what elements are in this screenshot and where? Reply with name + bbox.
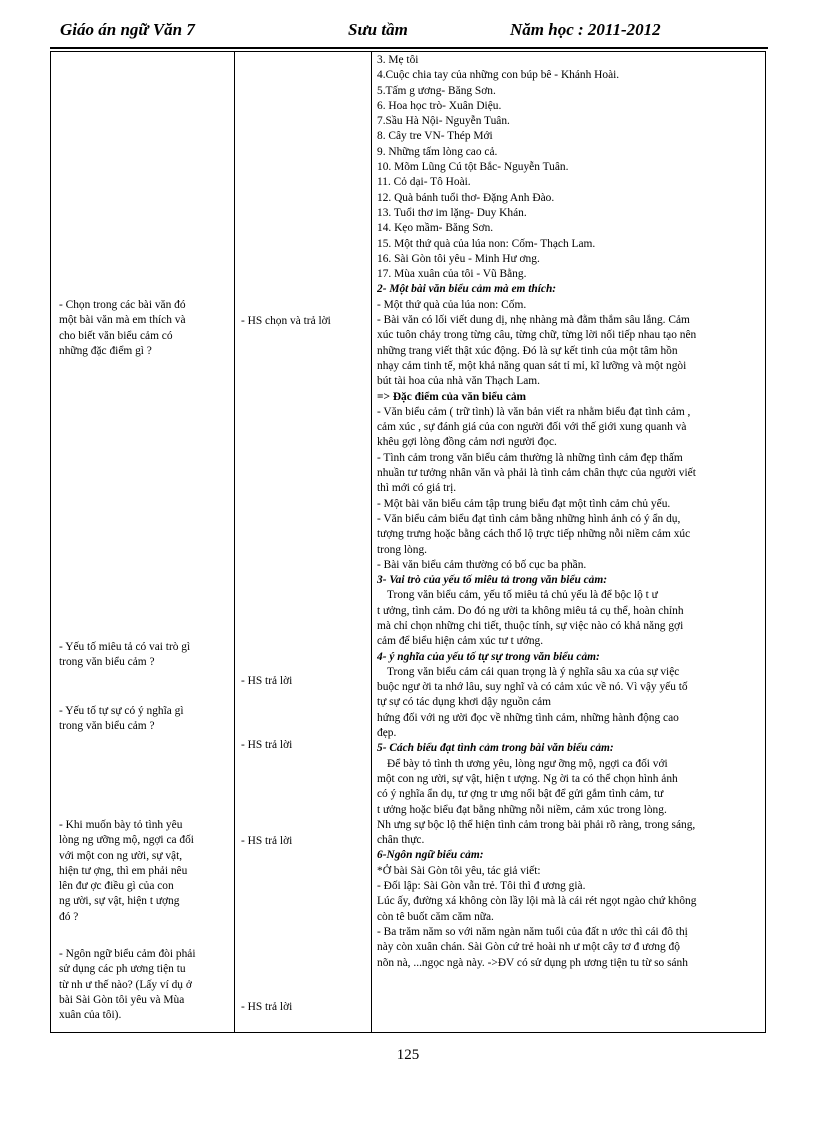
- teacher-question-3: [59, 704, 229, 735]
- question-line: bài Sài Gòn tôi yêu và Mùa: [59, 993, 185, 1006]
- section-heading: => Đặc điểm của văn biểu cảm: [377, 390, 527, 403]
- content-line: - Ba trăm năm so với năm ngàn năm tuổi của đất n ước thì cái đô thị: [377, 925, 688, 938]
- content-line: 3. Mẹ tôi: [377, 54, 419, 66]
- content-line: - Một thứ quà của lúa non: Cốm.: [377, 298, 527, 311]
- content-line: - Văn biểu cảm ( trữ tình) là văn bản viết ra nhằm biểu đạt tình cảm ,: [377, 405, 691, 418]
- content-line: Trong văn biểu cảm cái quan trọng là ý nghĩa sâu xa của sự việc: [387, 665, 680, 678]
- content-line: khêu gợi lòng đồng cảm nơi người đọc.: [377, 436, 557, 449]
- content-line: hứng đối với ng ười đọc về những tình cảm, những hành động cao: [377, 711, 679, 724]
- content-line: nhạy cảm tinh tế, một khả năng quan sát tỉ mỉ, kĩ lưỡng và một ngòi: [377, 359, 687, 372]
- question-line: ng ười, sự vật, hiện t ượng: [59, 895, 180, 908]
- content-line: *Ở bài Sài Gòn tôi yêu, tác giả viết:: [377, 864, 541, 877]
- question-line: cho biết văn biểu cảm có: [59, 329, 173, 342]
- content-line: trong lòng.: [377, 543, 427, 556]
- header-subject: Giáo án ngữ Văn 7: [60, 20, 195, 39]
- content-line: 14. Kẹo mầm- Băng Sơn.: [377, 222, 494, 235]
- content-line: Lúc ấy, đường xá không còn lầy lội mà là cái rét ngọt ngào chứ không: [377, 895, 697, 908]
- content-line: Trong văn biểu cảm, yếu tố miêu tả chủ yếu là để bộc lộ t ư: [387, 589, 658, 602]
- content-line: nõn nà, ...ngọc ngà này. ->ĐV có sử dụng ph ương tiện tu từ so sánh: [377, 956, 688, 969]
- content-line: cảm để biểu hiện cảm xúc tư t ưởng.: [377, 635, 544, 648]
- content-line: bút tài hoa của nhà văn Thạch Lam.: [377, 375, 540, 388]
- lesson-content: [377, 53, 763, 971]
- question-line: đó ?: [59, 910, 79, 923]
- question-line: một bài văn mà em thích và: [59, 314, 186, 327]
- content-line: 6. Hoa học trò- Xuân Diệu.: [377, 99, 502, 112]
- question-line: - Yếu tố miêu tả có vai trò gì: [59, 641, 191, 653]
- column-divider-1: [234, 52, 235, 1032]
- content-line: 15. Một thứ quà của lúa non: Cốm- Thạch Lam.: [377, 237, 596, 250]
- content-line: 4.Cuộc chia tay của những con búp bê - Khánh Hoài.: [377, 69, 620, 82]
- content-line: 9. Những tấm lòng cao cả.: [377, 145, 498, 158]
- section-heading: 5- Cách biểu đạt tình cảm trong bài văn biểu cảm:: [377, 742, 614, 755]
- content-line: t ưởng hoặc biểu đạt bằng những nỗi niềm, cảm xúc trong lòng.: [377, 803, 667, 816]
- page-number: 125: [396, 1047, 420, 1063]
- lesson-table: [50, 51, 766, 1033]
- content-line: - Bài văn biểu cảm thường có bố cục ba phần.: [377, 558, 587, 571]
- section-heading: 3- Vai trò của yếu tố miêu tả trong văn biểu cảm:: [377, 574, 608, 587]
- content-line: 16. Sài Gòn tôi yêu - Minh Hư ơng.: [377, 252, 540, 265]
- content-line: những trang viết thật xúc động. Đó là sự kết tinh của một tâm hồn: [377, 344, 678, 357]
- content-line: tượng trưng hoặc bằng cách thổ lộ trực tiếp những nỗi niềm cảm xúc: [377, 528, 691, 541]
- content-line: 11. Cỏ dại- Tô Hoài.: [377, 176, 471, 189]
- content-line: cảm xúc , sự đánh giá của con người đối với thế giới xung quanh và: [377, 421, 687, 434]
- content-line: còn tê buốt căm căm nữa.: [377, 910, 494, 923]
- student-activity-5: - HS trả lời: [241, 1001, 293, 1013]
- teacher-question-1: [59, 298, 229, 359]
- content-line: tự sự có tác dụng khơi dậy nguồn cảm: [377, 696, 552, 709]
- content-line: nhuần tư tưởng nhân văn và phải là tình cảm chân thực của người viết: [377, 467, 696, 480]
- content-line: có ý nghĩa ẩn dụ, tư ợng tr ưng nổi bật để gửi gắm tình cảm, tư: [377, 788, 664, 801]
- content-line: thì mới có giá trị.: [377, 482, 457, 495]
- header-rule: [50, 47, 768, 49]
- content-line: buộc ngư ời ta nhớ lâu, suy nghĩ và có cảm xúc về nó. Vì vậy yếu tố: [377, 681, 688, 694]
- header-source: Sưu tầm: [348, 20, 408, 39]
- question-line: xuân của tôi).: [59, 1009, 122, 1022]
- content-line: t ưởng, tình cảm. Do đó ng ười ta không miêu tả cụ thể, hoàn chỉnh: [377, 604, 684, 617]
- content-line: 8. Cây tre VN- Thép Mới: [377, 130, 493, 143]
- content-line: này còn xuân chán. Sài Gòn cứ trẻ hoài nh ư một cây tơ đ ương độ: [377, 941, 680, 954]
- content-line: - Bài văn có lối viết dung dị, nhẹ nhàng mà đằm thắm sâu lắng. Cảm: [377, 314, 690, 327]
- question-line: lòng ng ưỡng mộ, ngợi ca đối: [59, 834, 194, 847]
- content-line: xúc tuôn chảy trong từng câu, từng chữ, từng lời nối tiếp nhau tạo nên: [377, 329, 697, 342]
- teacher-question-5: [59, 947, 229, 1023]
- content-line: 12. Quà bánh tuổi thơ- Đặng Anh Đào.: [377, 191, 555, 204]
- student-activity-4: - HS trả lời: [241, 835, 293, 847]
- question-line: - Chọn trong các bài văn đó: [59, 299, 186, 311]
- question-line: - Ngôn ngữ biểu cảm đòi phải: [59, 948, 196, 960]
- question-line: trong văn biểu cảm ?: [59, 720, 155, 733]
- header-school-year: Năm học : 2011-2012: [510, 20, 661, 39]
- content-line: 13. Tuổi thơ im lặng- Duy Khán.: [377, 206, 527, 219]
- content-line: 7.Sầu Hà Nội- Nguyễn Tuân.: [377, 115, 510, 128]
- question-line: với một con ng ười, sự vật,: [59, 849, 183, 862]
- content-line: 5.Tấm g ương- Băng Sơn.: [377, 84, 496, 97]
- question-line: từ nh ư thế nào? (Lấy ví dụ ở: [59, 978, 192, 991]
- content-line: - Tình cảm trong văn biểu cảm thường là những tình cảm đẹp thấm: [377, 451, 683, 464]
- content-line: - Văn biểu cảm biểu đạt tình cảm bằng những hình ảnh có ý ẩn dụ,: [377, 512, 681, 525]
- question-line: sử dụng các ph ương tiện tu: [59, 963, 186, 976]
- content-line: chân thực.: [377, 834, 425, 847]
- content-line: đẹp.: [377, 727, 397, 740]
- content-line: 10. Mõm Lũng Cú tột Bắc- Nguyễn Tuân.: [377, 161, 569, 174]
- content-line: một con ng ười, sự vật, hiện t ượng. Ng ời ta có thể chọn hình ảnh: [377, 772, 678, 785]
- question-line: lên đư ợc điều gì của con: [59, 880, 174, 893]
- teacher-question-2: [59, 640, 229, 671]
- student-activity-3: - HS trả lời: [241, 739, 293, 751]
- content-line: - Một bài văn biểu cảm tập trung biểu đạt một tình cảm chủ yếu.: [377, 497, 671, 510]
- teacher-question-4: [59, 818, 229, 925]
- content-line: 17. Mùa xuân của tôi - Vũ Bằng.: [377, 268, 527, 281]
- section-heading: 2- Một bài văn biểu cảm mà em thích:: [377, 283, 557, 296]
- student-activity-2: - HS trả lời: [241, 675, 293, 687]
- section-heading: 4- ý nghĩa của yếu tố tự sự trong văn biểu cảm:: [377, 650, 600, 663]
- content-line: mà chỉ chọn những chi tiết, thuộc tính, sự việc nào có khả năng gợi: [377, 619, 684, 632]
- question-line: - Khi muốn bày tỏ tình yêu: [59, 819, 183, 831]
- question-line: hiện tư ợng, thì em phải nêu: [59, 864, 188, 877]
- content-line: Để bày tỏ tình th ương yêu, lòng ngư ỡng mộ, ngợi ca đối với: [387, 757, 668, 770]
- content-line: - Đối lập: Sài Gòn vẫn trẻ. Tôi thì đ ương già.: [377, 880, 586, 893]
- question-line: trong văn biểu cảm ?: [59, 656, 155, 669]
- question-line: những đặc điểm gì ?: [59, 344, 152, 357]
- column-divider-2: [371, 52, 372, 1032]
- section-heading: 6-Ngôn ngữ biểu cảm:: [377, 849, 484, 862]
- question-line: - Yếu tố tự sự có ý nghĩa gì: [59, 705, 184, 717]
- student-activity-1: - HS chọn và trả lời: [241, 315, 331, 327]
- content-line: Nh ưng sự bộc lộ thể hiện tình cảm trong bài phải rõ ràng, trong sáng,: [377, 818, 696, 831]
